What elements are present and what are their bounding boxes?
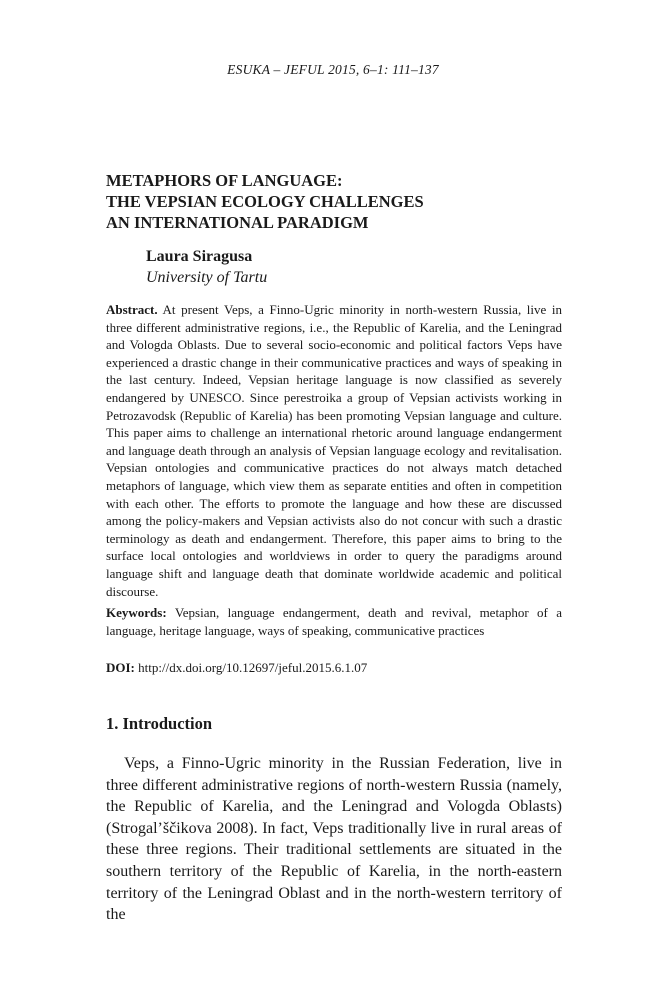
title-line: METAPHORS OF LANGUAGE: <box>106 171 343 190</box>
title-line: AN INTERNATIONAL PARADIGM <box>106 213 369 232</box>
paper-title <box>106 170 566 233</box>
journal-citation: ESUKA – JEFUL 2015, 6–1: 111–137 <box>227 62 439 77</box>
abstract-text: At present Veps, a Finno-Ugric minority in north-western Russia, live in three different administrative regions, i.e., the Republic of Karelia, and the Leningrad and Vologda Oblasts. Due to several socio-economic and political factors Veps have experienced a drastic change in their communicative practices and ways of speaking in the last century. Indeed, Vepsian heritage language is now classified as severely endangered by UNESCO. Since perestroika a group of Vepsian activists working in Petrozavodsk (Republic of Karelia) has been promoting Vepsian language and culture. This paper aims to challenge an international rhetoric around language endangerment and language death through an analysis of Vepsian language ecology and revitalisation. Vepsian ontologies and communicative practices do not always match detached metaphors of language, which view them as separate entities and often in competition with each other. The efforts to promote the language and how these are discussed among the policy-makers and Vepsian activists also do not concur with such a drastic terminology as death and endangerment. Therefore, this paper aims to bring to the surface local ontologies and worldviews in order to query the paradigms around language shift and language death that dominate worldwide academic and political discourse. <box>106 302 562 599</box>
keywords <box>106 604 562 639</box>
abstract <box>106 301 562 600</box>
author-name: Laura Siragusa <box>146 248 253 265</box>
abstract-label: Abstract. <box>106 302 158 317</box>
author-block <box>146 246 267 288</box>
intro-paragraph: Veps, a Finno-Ugric minority in the Russian Federation, live in three different administrative regions of north-western Russia (namely, the Republic of Karelia, and the Leningrad and Vologda Oblasts) (Strogal’ščikova 2008). In fact, Veps traditionally live in rural areas of these three regions. Their traditional settlements are situated in the southern territory of the Republic of Karelia, in the north-eastern territory of the Leningrad Oblast and in the north-western territory of the <box>106 755 562 924</box>
doi <box>106 659 562 677</box>
author-affiliation: University of Tartu <box>146 269 268 286</box>
section-heading: 1. Introduction <box>106 714 213 733</box>
title-line: THE VEPSIAN ECOLOGY CHALLENGES <box>106 192 424 211</box>
keywords-text: Vepsian, language endangerment, death and revival, metaphor of a language, heritage language, ways of speaking, communicative practices <box>106 605 563 638</box>
doi-label: DOI: <box>106 660 135 675</box>
keywords-label: Keywords: <box>106 605 167 620</box>
doi-link[interactable]: http://dx.doi.org/10.12697/jeful.2015.6.1.07 <box>138 660 368 675</box>
